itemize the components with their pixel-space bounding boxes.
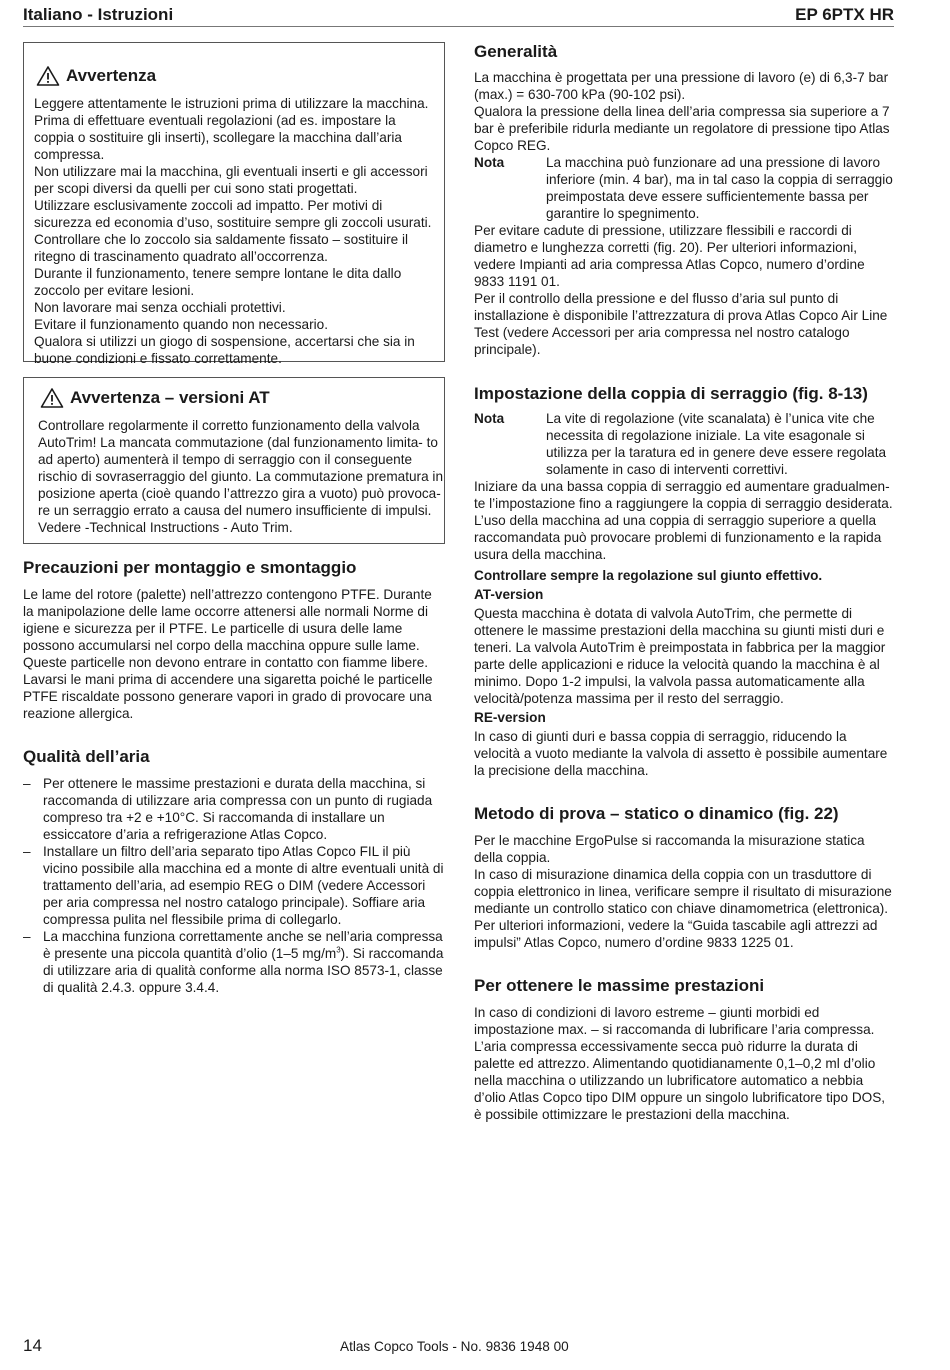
warning-line: Evitare il funzionamento quando non necessario. [34, 317, 328, 332]
page-number: 14 [23, 1336, 42, 1355]
warning-heading [34, 65, 434, 87]
warning-line: Non utilizzare mai la macchina, gli eventuali inserti e gli accessori per scopi diversi da quelli per cui sono stati progettati. [34, 164, 428, 196]
warning-line: Prima di effettuare eventuali regolazioni (ad es. impostare la coppia o sostituire gli inserti), scollegare la macchina dall’aria compressa. [34, 113, 402, 162]
re-version-heading: RE-version [474, 710, 546, 725]
list-item-text: Installare un filtro dell’aria separato tipo Atlas Copco FIL il più vicino possibile alla macchina ed a monte di altre eventuali unità di trattamento dell’aria, ad esempio REG o DIM (vedere Accessori per aria compressa nel nostro catalogo principale). Soffiare aria compressa pulita nel flessibile prima di collegarlo. [43, 844, 444, 927]
precauzioni-text: Le lame del rotore (palette) nell’attrezzo contengono PTFE. Durante la manipolazione delle lame occorre attenersi alle normali Norme di igiene e sicurezza per il PTFE. Le particelle di usura delle lame possono accumularsi nel corpo della macchina oppure sulle lame. Queste particelle non devono entrare in contatto con fiamme libere. Lavarsi le mani prima di accendere una sigaretta poiché le particelle PTFE riscaldate possono generare vapori in grado di provocare una reazione allergica. [23, 587, 433, 721]
dash-bullet: – [23, 844, 31, 859]
section-prestazioni [474, 976, 895, 1123]
generalita-note [474, 154, 895, 222]
metodo-p2: In caso di misurazione dinamica della coppia con un trasduttore di coppia elettronico in linea, verificare sempre il risultato di misurazione mediante un controllo statico con chiave dinamometrica (elettronica). Per ulteriori informazioni, vedere la “Guida tascabile agli attrezzi ad impulsi” Atlas Copco, numero d’ordine 9833 1225 01. [474, 867, 892, 950]
note-text: La vite di regolazione (vite scanalata) è l’unica vite che necessita di regolazione iniziale. La vite esagonale si utilizza per la taratura ed in genere deve essere regolata solamente in caso di interventi correttivi. [546, 411, 887, 477]
generalita-p1: La macchina è progettata per una pressione di lavoro (e) di 6,3-7 bar (max.) = 630-700 kPa (90-102 psi). [474, 70, 889, 102]
warning-line: Non lavorare mai senza occhiali protettivi. [34, 300, 286, 315]
list-item-text: La macchina funziona correttamente anche se nell’aria compressa è presente una piccola quantità d’olio (1–5 mg/m [43, 929, 443, 961]
page-header [23, 4, 894, 27]
warning-triangle-icon [40, 387, 64, 409]
section-precauzioni [23, 558, 445, 722]
warning-at-text: Controllare regolarmente il corretto funzionamento della valvola AutoTrim! La mancata commutazione (dal funzionamento limita- to ad aperto) aumenterà il tempo di serraggio con il conseguente rischio di sovraserraggio del giunto. La commutazione prematura in posizione aperta (cioè quando l’attrezzo gira a vuoto) può provoca- re un serraggio errato a causa del numero insufficiente di impulsi. Vedere -Technical Instructions - Auto Trim. [38, 418, 443, 535]
dash-bullet: – [23, 776, 31, 791]
note-label: Nota [474, 411, 505, 426]
superscript: 3 [336, 945, 341, 955]
impostazione-note [474, 410, 895, 478]
warning-title: Avvertenza [66, 66, 157, 85]
section-metodo [474, 804, 895, 951]
list-item [23, 843, 445, 928]
right-column [474, 42, 895, 1123]
section-qualita [23, 747, 445, 996]
precauzioni-heading: Precauzioni per montaggio e smontaggio [23, 558, 357, 577]
generalita-p2: Qualora la pressione della linea dell’aria compressa sia superiore a 7 bar è preferibile ridurla mediante un regolatore di pressione tipo Atlas Copco REG. [474, 104, 890, 153]
qualita-list [23, 775, 445, 996]
at-version-heading: AT-version [474, 587, 544, 602]
section-generalita [474, 42, 895, 358]
footer-document-number: Atlas Copco Tools - No. 9836 1948 00 [340, 1339, 569, 1354]
warning-line: Utilizzare esclusivamente zoccoli ad impatto. Per motivi di sicurezza ed economia d’uso, sostituire sempre gli zoccoli usurati. [34, 198, 432, 230]
warning-triangle-icon [36, 65, 60, 87]
prestazioni-text: In caso di condizioni di lavoro estreme – giunti morbidi ed impostazione max. – si raccomanda di lubrificare l’aria compressa. L’aria compressa eccessivamente secca può ridurre la durata di palette ed attrezzo. Alimentando quotidianamente 0,1–0,2 ml d’olio nella macchina o utilizzando un lubrificatore automatico a nebbia d’olio Atlas Copco tipo DIM oppure un singolo lubrificatore tipo DOS, è possibile ottimizzare le prestazioni della macchina. [474, 1005, 886, 1122]
at-version-text: Questa macchina è dotata di valvola AutoTrim, che permette di ottenere le massime prestazioni della macchina su giunti misti duri e teneri. La valvola AutoTrim è preimpostata in fabbrica per la maggior parte delle applicazioni e riduce la velocità quando la macchina è al minimo. Dopo 1-2 impulsi, la valvola passa automaticamente alla velocità/potenza massima per il resto del serraggio. [474, 606, 886, 706]
metodo-heading: Metodo di prova – statico o dinamico (fig. 22) [474, 804, 839, 823]
generalita-p4: Per il controllo della pressione e del flusso d’aria sul punto di installazione è disponibile l’attrezzatura di prova Atlas Copco Air Line Test (vedere Accessori per aria compressa nel nostro catalogo principale). [474, 291, 888, 357]
warning-box [23, 42, 445, 366]
list-item-text: ). Si raccomanda di utilizzare aria di qualità conforme alla norma ISO 8573-1, classe di qualità 2.4.3. oppure 3.4.4. [43, 946, 444, 995]
warning-line: Leggere attentamente le istruzioni prima di utilizzare la macchina. [34, 96, 429, 111]
warning-line: Qualora si utilizzi un giogo di sospensione, accertarsi che sia in buone condizioni e fissato correttamente. [34, 334, 415, 366]
warning-at-title: Avvertenza – versioni AT [70, 388, 270, 407]
header-model: EP 6PTX HR [795, 5, 894, 24]
left-column [23, 42, 445, 996]
warning-line: Controllare che lo zoccolo sia saldamente fissato – sostituire il ritegno di trascinamento quadrato all’occorrenza. [34, 232, 409, 264]
impostazione-heading: Impostazione della coppia di serraggio (fig. 8-13) [474, 384, 868, 403]
warning-at-heading [38, 387, 444, 409]
warning-at-box [23, 377, 445, 544]
list-item [23, 775, 445, 843]
note-text: La macchina può funzionare ad una pressione di lavoro inferiore (min. 4 bar), ma in tal caso la coppia di serraggio preimpostata deve essere sufficientemente bassa per garantire lo spegnimento. [546, 155, 893, 221]
section-impostazione [474, 384, 895, 779]
note-label: Nota [474, 155, 505, 170]
impostazione-bold-line: Controllare sempre la regolazione sul giunto effettivo. [474, 568, 823, 583]
warning-line: Durante il funzionamento, tenere sempre lontane le dita dallo zoccolo per evitare lesioni. [34, 266, 402, 298]
impostazione-p1: Iniziare da una bassa coppia di serraggio ed aumentare gradualmen- te l’impostazione fino a raggiungere la coppia di serraggio desiderata. L’uso della macchina ad una coppia di serraggio superiore a quella raccomandata può provocare problemi di funzionamento e la rapida usura della macchina. [474, 479, 893, 562]
qualita-heading: Qualità dell’aria [23, 747, 150, 766]
generalita-heading: Generalità [474, 42, 558, 61]
dash-bullet: – [23, 929, 31, 944]
re-version-text: In caso di giunti duri e bassa coppia di serraggio, riducendo la velocità a vuoto mediante la valvola di assetto è possibile aumentare la precisione della macchina. [474, 729, 888, 778]
list-item [23, 928, 445, 996]
header-language-title: Italiano - Istruzioni [23, 5, 174, 24]
generalita-p3: Per evitare cadute di pressione, utilizzare flessibili e raccordi di diametro e lunghezza corretti (fig. 20). Per ulteriori informazioni, vedere Impianti ad aria compressa Atlas Copco, numero d’ordine 9833 1191 01. [474, 223, 865, 289]
prestazioni-heading: Per ottenere le massime prestazioni [474, 976, 765, 995]
metodo-p1: Per le macchine ErgoPulse si raccomanda la misurazione statica della coppia. [474, 833, 865, 865]
list-item-text: Per ottenere le massime prestazioni e durata della macchina, si raccomanda di utilizzare aria compressa con un punto di rugiada compreso tra +2 e +10°C. Si raccomanda di installare un essiccatore d’aria a refrigerazione Atlas Copco. [43, 776, 433, 842]
